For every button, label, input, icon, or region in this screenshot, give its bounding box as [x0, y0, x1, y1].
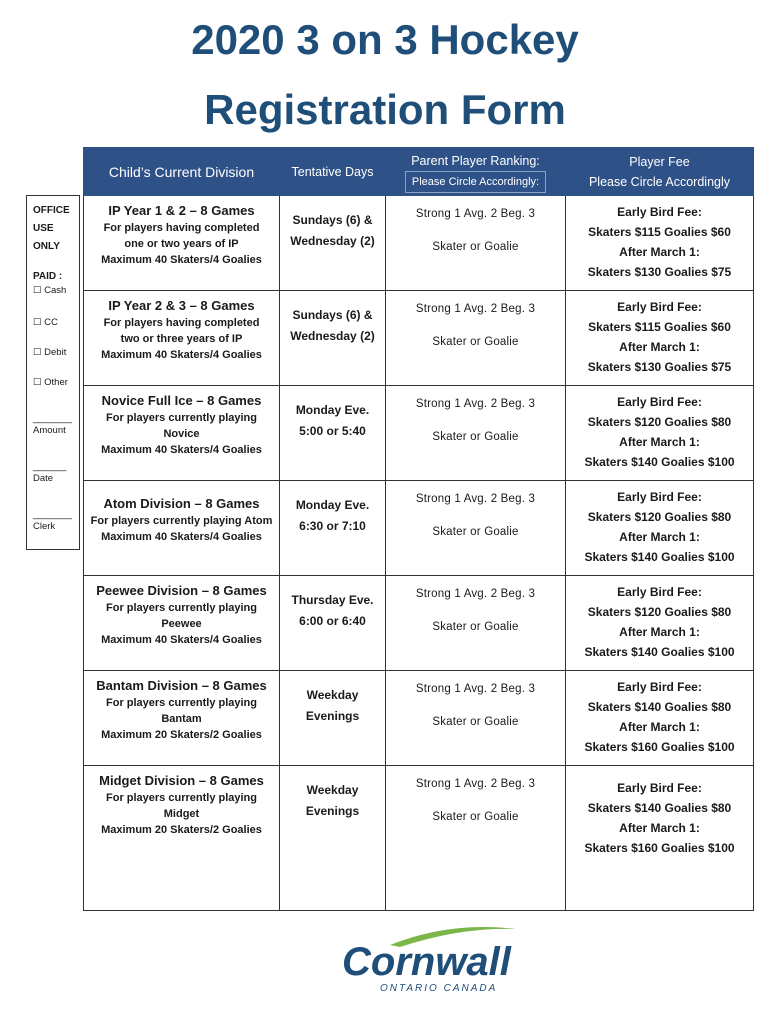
days-text: 6:30 or 7:10 — [299, 519, 366, 533]
days-text: 5:00 or 5:40 — [299, 424, 366, 438]
division-desc: Maximum 20 Skaters/2 Goalies — [101, 729, 262, 741]
days-header: Tentative Days — [280, 148, 386, 196]
division-desc: two or three years of IP — [120, 333, 243, 345]
table-header-row — [84, 148, 754, 196]
division-desc: For players having completed — [103, 222, 260, 234]
date-label: Date — [33, 473, 54, 484]
days-text: Monday Eve. — [295, 403, 370, 417]
position-options[interactable]: Skater or Goalie — [432, 621, 519, 633]
division-name: Bantam Division – 8 Games — [96, 678, 267, 693]
position-options[interactable]: Skater or Goalie — [432, 716, 519, 728]
division-desc: Bantam — [161, 713, 202, 725]
fee-text: Early Bird Fee: — [617, 490, 702, 504]
fee-text: Early Bird Fee: — [617, 300, 702, 314]
fee-option[interactable]: Skaters $115 Goalies $60 — [588, 320, 731, 334]
days-text: Evenings — [305, 709, 360, 723]
fee-option[interactable]: Skaters $140 Goalies $100 — [584, 550, 735, 564]
days-text: 6:00 or 6:40 — [299, 614, 366, 628]
payment-checkbox-cash[interactable]: ☐ Cash — [33, 285, 67, 296]
fee-header-sub: Please Circle Accordingly — [588, 174, 731, 189]
position-options[interactable]: Skater or Goalie — [432, 431, 519, 443]
fee-text: After March 1: — [619, 435, 700, 449]
fee-option[interactable]: Skaters $140 Goalies $80 — [587, 801, 732, 815]
division-name: Novice Full Ice – 8 Games — [101, 393, 262, 408]
division-desc: Maximum 40 Skaters/4 Goalies — [101, 634, 262, 646]
position-options[interactable]: Skater or Goalie — [432, 526, 519, 538]
position-options[interactable]: Skater or Goalie — [432, 811, 519, 823]
fee-text: After March 1: — [619, 821, 700, 835]
division-desc: For players having completed — [103, 317, 260, 329]
division-name: Midget Division – 8 Games — [99, 773, 264, 788]
payment-checkbox-debit[interactable]: ☐ Debit — [33, 347, 67, 358]
division-desc: For players currently playing — [106, 697, 257, 709]
division-desc: Novice — [163, 428, 200, 440]
table-row — [84, 386, 754, 481]
division-desc: Maximum 40 Skaters/4 Goalies — [101, 531, 262, 543]
days-text: Monday Eve. — [295, 498, 370, 512]
days-text: Thursday Eve. — [291, 593, 374, 607]
logo-subtitle: ONTARIO CANADA — [380, 983, 498, 994]
office-label: OFFICE — [33, 205, 70, 216]
days-text: Weekday — [306, 783, 359, 797]
fee-header-title: Player Fee — [629, 154, 690, 169]
fee-option[interactable]: Skaters $115 Goalies $60 — [588, 225, 731, 239]
ranking-options[interactable]: Strong 1 Avg. 2 Beg. 3 — [415, 398, 536, 410]
position-options[interactable]: Skater or Goalie — [432, 241, 519, 253]
ranking-options[interactable]: Strong 1 Avg. 2 Beg. 3 — [415, 683, 536, 695]
date-field[interactable]: ______ — [33, 461, 67, 472]
fee-text: Early Bird Fee: — [617, 395, 702, 409]
division-name: Peewee Division – 8 Games — [96, 583, 267, 598]
division-desc: For players currently playing — [106, 602, 257, 614]
office-use-box — [26, 195, 80, 550]
division-name: IP Year 2 & 3 – 8 Games — [108, 298, 255, 313]
paid-label: PAID : — [33, 271, 63, 282]
fee-option[interactable]: Skaters $140 Goalies $100 — [584, 645, 735, 659]
fee-option[interactable]: Skaters $160 Goalies $100 — [584, 740, 735, 754]
division-desc: Maximum 40 Skaters/4 Goalies — [101, 254, 262, 266]
division-name: IP Year 1 & 2 – 8 Games — [108, 203, 255, 218]
fee-option[interactable]: Skaters $130 Goalies $75 — [587, 265, 732, 279]
division-desc: For players currently playing — [106, 412, 257, 424]
form-title-line2: Registration Form — [204, 86, 566, 133]
fee-text: Early Bird Fee: — [617, 781, 702, 795]
ranking-header-title: Parent Player Ranking: — [411, 153, 540, 168]
amount-label: Amount — [33, 425, 66, 436]
days-text: Evenings — [305, 804, 360, 818]
ranking-options[interactable]: Strong 1 Avg. 2 Beg. 3 — [415, 588, 536, 600]
fee-option[interactable]: Skaters $140 Goalies $100 — [584, 455, 735, 469]
registration-table — [83, 147, 754, 911]
ranking-options[interactable]: Strong 1 Avg. 2 Beg. 3 — [415, 303, 536, 315]
table-row — [84, 291, 754, 386]
fee-option[interactable]: Skaters $130 Goalies $75 — [587, 360, 732, 374]
clerk-label: Clerk — [33, 521, 56, 532]
fee-option[interactable]: Skaters $160 Goalies $100 — [584, 841, 735, 855]
fee-text: After March 1: — [619, 530, 700, 544]
ranking-options[interactable]: Strong 1 Avg. 2 Beg. 3 — [415, 493, 536, 505]
table-row — [84, 196, 754, 291]
fee-option[interactable]: Skaters $120 Goalies $80 — [587, 415, 732, 429]
division-desc: Maximum 40 Skaters/4 Goalies — [101, 349, 262, 361]
division-desc: Peewee — [161, 618, 202, 630]
fee-text: After March 1: — [619, 245, 700, 259]
division-desc: Midget — [163, 808, 200, 820]
payment-checkbox-cc[interactable]: ☐ CC — [33, 317, 58, 328]
days-text: Wednesday (2) — [290, 329, 375, 343]
form-title-line1: 2020 3 on 3 Hockey — [191, 16, 579, 63]
division-desc: Maximum 40 Skaters/4 Goalies — [101, 444, 262, 456]
fee-text: Early Bird Fee: — [617, 585, 702, 599]
table-row — [84, 481, 754, 576]
division-desc: one or two years of IP — [124, 238, 239, 250]
days-text: Wednesday (2) — [290, 234, 375, 248]
fee-option[interactable]: Skaters $140 Goalies $80 — [587, 700, 732, 714]
cornwall-logo — [340, 925, 520, 995]
fee-text: After March 1: — [619, 340, 700, 354]
fee-text: After March 1: — [619, 720, 700, 734]
ranking-header-sub: Please Circle Accordingly: — [405, 171, 546, 193]
fee-header — [566, 148, 754, 196]
days-text: Sundays (6) & — [292, 308, 373, 322]
division-desc: For players currently playing — [106, 792, 257, 804]
fee-text: Early Bird Fee: — [617, 680, 702, 694]
division-name: Atom Division – 8 Games — [103, 496, 260, 511]
fee-text: Early Bird Fee: — [617, 205, 702, 219]
amount-field[interactable]: _______ — [33, 413, 72, 424]
ranking-options[interactable]: Strong 1 Avg. 2 Beg. 3 — [415, 778, 536, 790]
days-text: Weekday — [306, 688, 359, 702]
fee-text: After March 1: — [619, 625, 700, 639]
days-text: Sundays (6) & — [292, 213, 373, 227]
fee-option[interactable]: Skaters $120 Goalies $80 — [587, 510, 732, 524]
division-desc: Maximum 20 Skaters/2 Goalies — [101, 824, 262, 836]
ranking-options[interactable]: Strong 1 Avg. 2 Beg. 3 — [415, 208, 536, 220]
table-row — [84, 576, 754, 671]
table-row — [84, 671, 754, 766]
payment-checkbox-other[interactable]: ☐ Other — [33, 377, 68, 388]
fee-option[interactable]: Skaters $120 Goalies $80 — [587, 605, 732, 619]
logo-wordmark: Cornwall — [342, 940, 511, 984]
division-header: Child’s Current Division — [84, 148, 280, 196]
ranking-header — [386, 148, 566, 196]
table-row — [84, 766, 754, 911]
office-label: ONLY — [33, 241, 60, 252]
position-options[interactable]: Skater or Goalie — [432, 336, 519, 348]
division-desc: For players currently playing Atom — [90, 515, 273, 527]
clerk-field[interactable]: _______ — [33, 509, 72, 520]
office-label: USE — [33, 223, 54, 234]
